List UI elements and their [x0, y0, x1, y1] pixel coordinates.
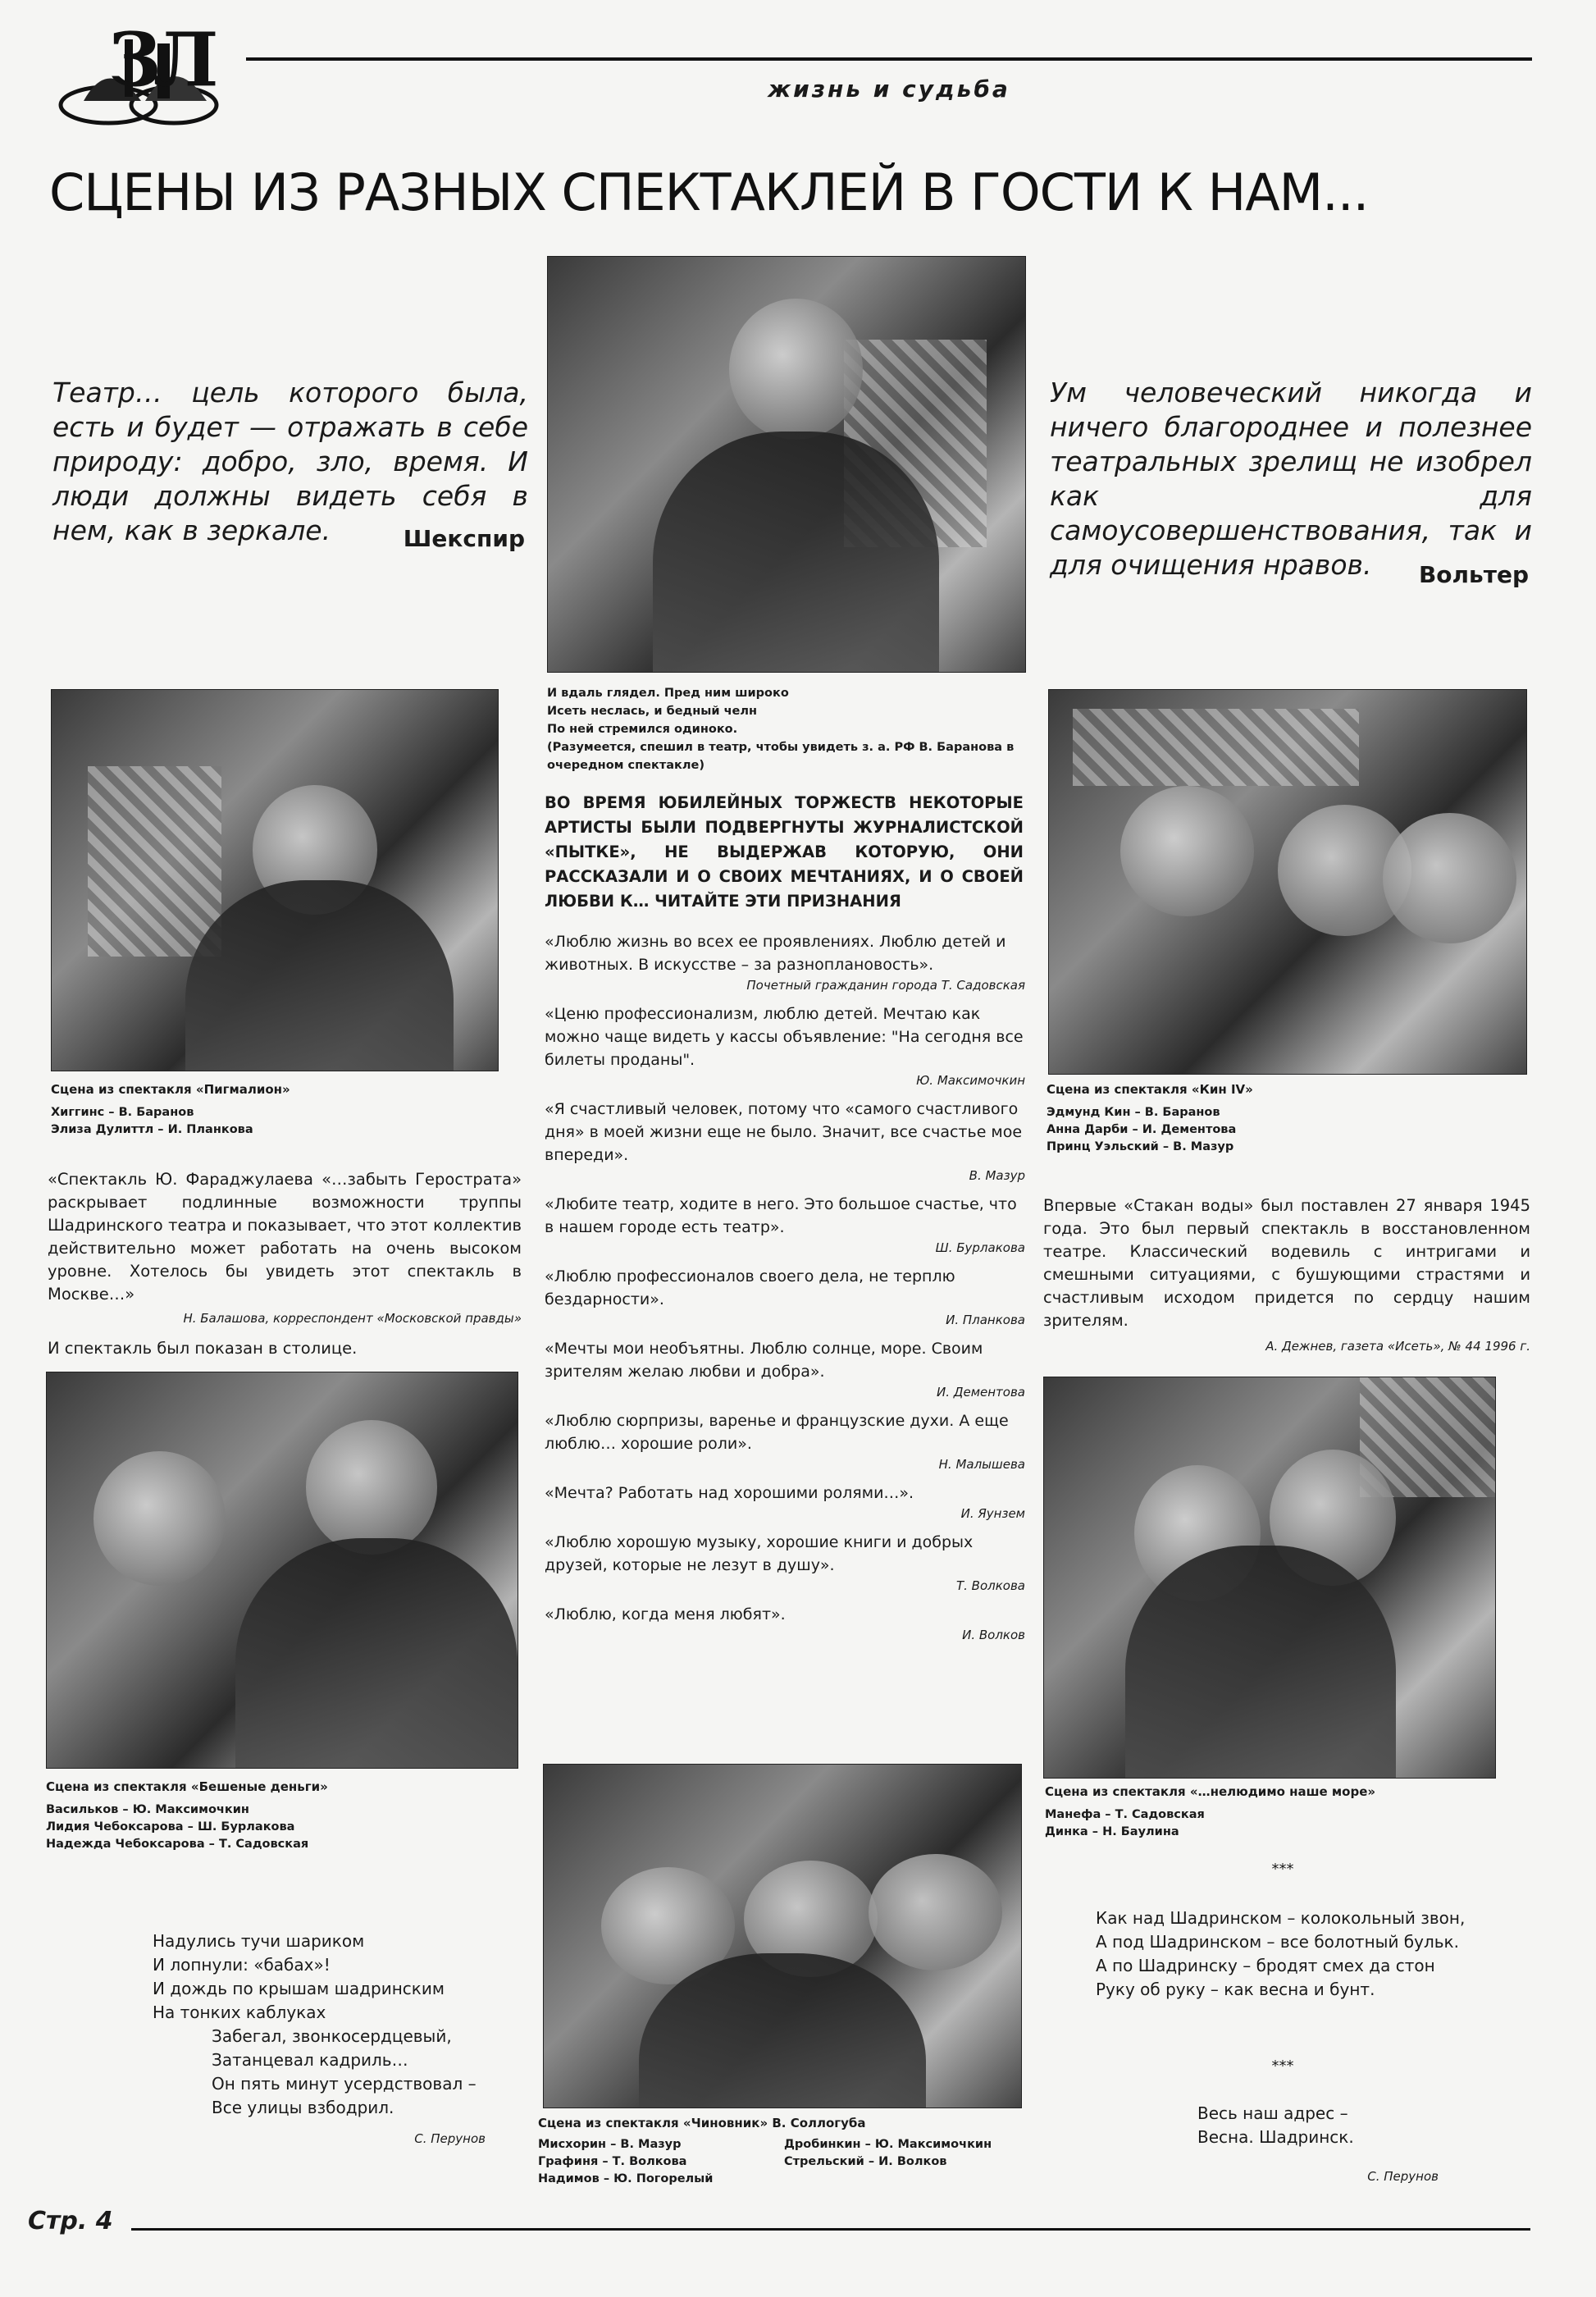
- confession-item: [545, 1531, 1025, 1595]
- caption-sea: [1045, 1783, 1504, 1841]
- caption-mad-money: [46, 1779, 518, 1853]
- photo-kin: [1048, 689, 1527, 1075]
- caption-line: Манефа – Т. Садовская: [1045, 1808, 1205, 1821]
- confession-author: Н. Малышева: [938, 1457, 1025, 1472]
- poem-line: А под Шадринском – все болотный бульк.: [1096, 1932, 1459, 1952]
- masthead-logo: [51, 16, 223, 130]
- confession-text: «Люблю, когда меня любят».: [545, 1605, 786, 1623]
- confession-item: [545, 1482, 1025, 1523]
- confession-text: «Я счастливый человек, потому что «самого счастливого дня» в моей жизни еще не было. Значит, все счастье мое впереди».: [545, 1100, 1023, 1164]
- review-right: [1043, 1194, 1530, 1355]
- poem-right-author: С. Перунов: [1367, 2169, 1439, 2184]
- caption-line: Анна Дарби – И. Дементова: [1047, 1123, 1237, 1136]
- photo-sea: [1043, 1377, 1496, 1779]
- confession-item: [545, 1193, 1025, 1257]
- review-author: А. Дежнев, газета «Исеть», № 44 1996 г.: [1265, 1339, 1530, 1354]
- poem-line: Он пять минут усердствовал –: [212, 2074, 477, 2094]
- confession-text: «Мечты мои необъятны. Люблю солнце, море. Своим зрителям желаю любви и добра».: [545, 1340, 983, 1381]
- poem-line: И лопнули: «бабах»!: [153, 1955, 331, 1975]
- confession-author: Т. Волкова: [955, 1578, 1025, 1593]
- poem-line: Как над Шадринском – колокольный звон,: [1096, 1908, 1466, 1928]
- confession-text: «Люблю профессионалов своего дела, не терплю бездарности».: [545, 1267, 955, 1308]
- caption-title: Сцена из спектакля «Кин IV»: [1047, 1082, 1253, 1097]
- confession-author: И. Волков: [962, 1628, 1025, 1642]
- caption-line: Лидия Чебоксарова – Ш. Бурлакова: [46, 1820, 295, 1833]
- caption-title: Сцена из спектакля «Пигмалион»: [51, 1082, 290, 1097]
- confession-item: [545, 930, 1025, 994]
- poem-left: [153, 1929, 497, 2120]
- caption-line: Надежда Чебоксарова – Т. Садовская: [46, 1838, 309, 1851]
- caption-line: Исеть неслась, и бедный челн: [547, 705, 758, 718]
- confession-author: И. Яунзем: [960, 1506, 1025, 1521]
- confession-author: Ю. Максимочкин: [916, 1073, 1025, 1088]
- review-left: [48, 1168, 522, 1360]
- footer-rule: [131, 2228, 1530, 2231]
- confession-item: [545, 1265, 1025, 1329]
- caption-line: Графиня – Т. Волкова: [538, 2155, 687, 2168]
- caption-line: По ней стремился одиноко.: [547, 723, 738, 736]
- center-photo-caption: [547, 684, 1026, 774]
- quote-left-text: Театр… цель которого была, есть и будет — отражать в себе природу: добро, зло, время. И люди должны видеть себя в нем, как в зеркале.: [52, 377, 528, 546]
- photo-baranov: [547, 256, 1026, 673]
- caption-line: Принц Уэльский – В. Мазур: [1047, 1140, 1234, 1153]
- caption-line: Васильков – Ю. Максимочкин: [46, 1803, 249, 1816]
- caption-line: Динка – Н. Баулина: [1045, 1825, 1179, 1838]
- confession-author: В. Мазур: [969, 1168, 1025, 1183]
- caption-line: И вдаль глядел. Пред ним широко: [547, 687, 789, 700]
- page-number: Стр. 4: [28, 2207, 113, 2235]
- poem-line: Надулись тучи шариком: [153, 1931, 365, 1951]
- page-title: СЦЕНЫ ИЗ РАЗНЫХ СПЕКТАКЛЕЙ В ГОСТИ К НАМ...: [49, 162, 1369, 222]
- quote-right-text: Ум человеческий никогда и ничего благороднее и полезнее театральных зрелищ не изобрел как для самоусовершенствования, так и для очищения нравов.: [1050, 377, 1532, 581]
- confession-item: [545, 1603, 1025, 1644]
- poem-right-stars-1: ***: [1271, 1861, 1294, 1878]
- caption-kin: [1047, 1081, 1525, 1156]
- review-author: Н. Балашова, корреспондент «Московской правды»: [183, 1311, 522, 1326]
- confession-author: Ш. Бурлакова: [935, 1240, 1025, 1255]
- caption-line: Эдмунд Кин – В. Баранов: [1047, 1106, 1220, 1119]
- poem-line: Весь наш адрес –: [1197, 2103, 1348, 2123]
- caption-title: Сцена из спектакля «…нелюдимо наше море»: [1045, 1784, 1376, 1799]
- poem-line: И дождь по крышам шадринским: [153, 1979, 445, 1998]
- caption-line: Надимов – Ю. Погорелый: [538, 2172, 714, 2185]
- poem-line: Руку об руку – как весна и бунт.: [1096, 1980, 1375, 1999]
- confession-text: «Люблю хорошую музыку, хорошие книги и добрых друзей, которые не лезут в душу».: [545, 1533, 974, 1574]
- caption-line: Дробинкин – Ю. Максимочкин: [784, 2138, 992, 2151]
- caption-line: Элиза Дулиттл – И. Планкова: [51, 1123, 253, 1136]
- confession-text: «Ценю профессионализм, люблю детей. Мечтаю как можно чаще видеть у кассы объявление: "На сегодня все билеты проданы".: [545, 1005, 1024, 1069]
- photo-official: [543, 1764, 1022, 2108]
- review-text: «Спектакль Ю. Фараджулаева «…забыть Герострата» раскрывает подлинные возможности труппы Шадринского театра и показывает, что этот коллектив действительно может работать на очень высоком уровне. Хотелось бы увидеть этот спектакль в Москве…»: [48, 1170, 522, 1304]
- section-label: жизнь и судьба: [768, 75, 1010, 103]
- confession-item: [545, 1337, 1025, 1401]
- poem-left-author: С. Перунов: [414, 2131, 486, 2146]
- confession-text: «Мечта? Работать над хорошими ролями…».: [545, 1484, 914, 1502]
- poem-right-stars-2: ***: [1271, 2057, 1294, 2075]
- quote-right-author: Вольтер: [1418, 561, 1529, 588]
- confession-item: [545, 1409, 1025, 1473]
- confession-author: Почетный гражданин города Т. Садовская: [746, 978, 1025, 993]
- review-text: Впервые «Стакан воды» был поставлен 27 января 1945 года. Это был первый спектакль в восстановленном театре. Классический водевиль с интригами и смешными ситуациями, с бушующими страстями и счастливым исходом придется по сердцу нашим зрителям.: [1043, 1196, 1530, 1330]
- caption-title: Сцена из спектакля «Чиновник» В. Соллогуба: [538, 2116, 866, 2130]
- confessions-column: [545, 930, 1025, 1644]
- photo-mad-money: [46, 1372, 518, 1769]
- confession-text: «Любите театр, ходите в него. Это большое счастье, что в нашем городе есть театр».: [545, 1195, 1017, 1236]
- poem-right-end: [1197, 2102, 1443, 2149]
- confession-author: И. Планкова: [946, 1313, 1025, 1327]
- logo-letters: ЗЛ: [108, 16, 211, 103]
- caption-line: Мисхорин – В. Мазур: [538, 2138, 682, 2151]
- caption-line: Хиггинс – В. Баранов: [51, 1106, 194, 1119]
- poem-line: Забегал, звонкосердцевый,: [212, 2026, 452, 2046]
- photo-pygmalion: [51, 689, 499, 1071]
- caption-line: Стрельский – И. Волков: [784, 2155, 947, 2168]
- confession-text: «Люблю сюрпризы, варенье и французские духи. А еще люблю… хорошие роли».: [545, 1412, 1009, 1453]
- poem-line: Все улицы взбодрил.: [212, 2098, 394, 2117]
- intro-heading: ВО ВРЕМЯ ЮБИЛЕЙНЫХ ТОРЖЕСТВ НЕКОТОРЫЕ АРТИСТЫ БЫЛИ ПОДВЕРГНУТЫ ЖУРНАЛИСТСКОЙ «ПЫТКЕ», НЕ ВЫДЕРЖАВ КОТОРУЮ, ОНИ РАССКАЗАЛИ И О СВОИХ МЕЧТАНИЯХ, И О СВОЕЙ ЛЮБВИ К… ЧИТАЙТЕ ЭТИ ПРИЗНАНИЯ: [545, 793, 1024, 911]
- caption-pygmalion: [51, 1081, 499, 1139]
- confession-text: «Люблю жизнь во всех ее проявлениях. Люблю детей и животных. В искусстве – за разноплановость».: [545, 933, 1006, 974]
- poem-line: Весна. Шадринск.: [1197, 2127, 1354, 2147]
- caption-title: Сцена из спектакля «Бешеные деньги»: [46, 1779, 328, 1794]
- poem-line: А по Шадринску – бродят смех да стон: [1096, 1956, 1435, 1975]
- confession-author: И. Дементова: [936, 1385, 1025, 1400]
- confession-item: [545, 1098, 1025, 1185]
- poem-right: [1096, 1907, 1530, 2002]
- header-rule: [246, 57, 1532, 61]
- caption-line: (Разумеется, спешил в театр, чтобы увидеть з. а. РФ В. Баранова в очередном спектакле): [547, 741, 1015, 772]
- caption-official: [538, 2115, 1030, 2188]
- confession-item: [545, 1002, 1025, 1089]
- poem-line: Затанцевал кадриль…: [212, 2050, 408, 2070]
- quote-left-author: Шекспир: [403, 525, 525, 552]
- review-after: И спектакль был показан в столице.: [48, 1339, 358, 1358]
- poem-line: На тонких каблуках: [153, 2002, 326, 2022]
